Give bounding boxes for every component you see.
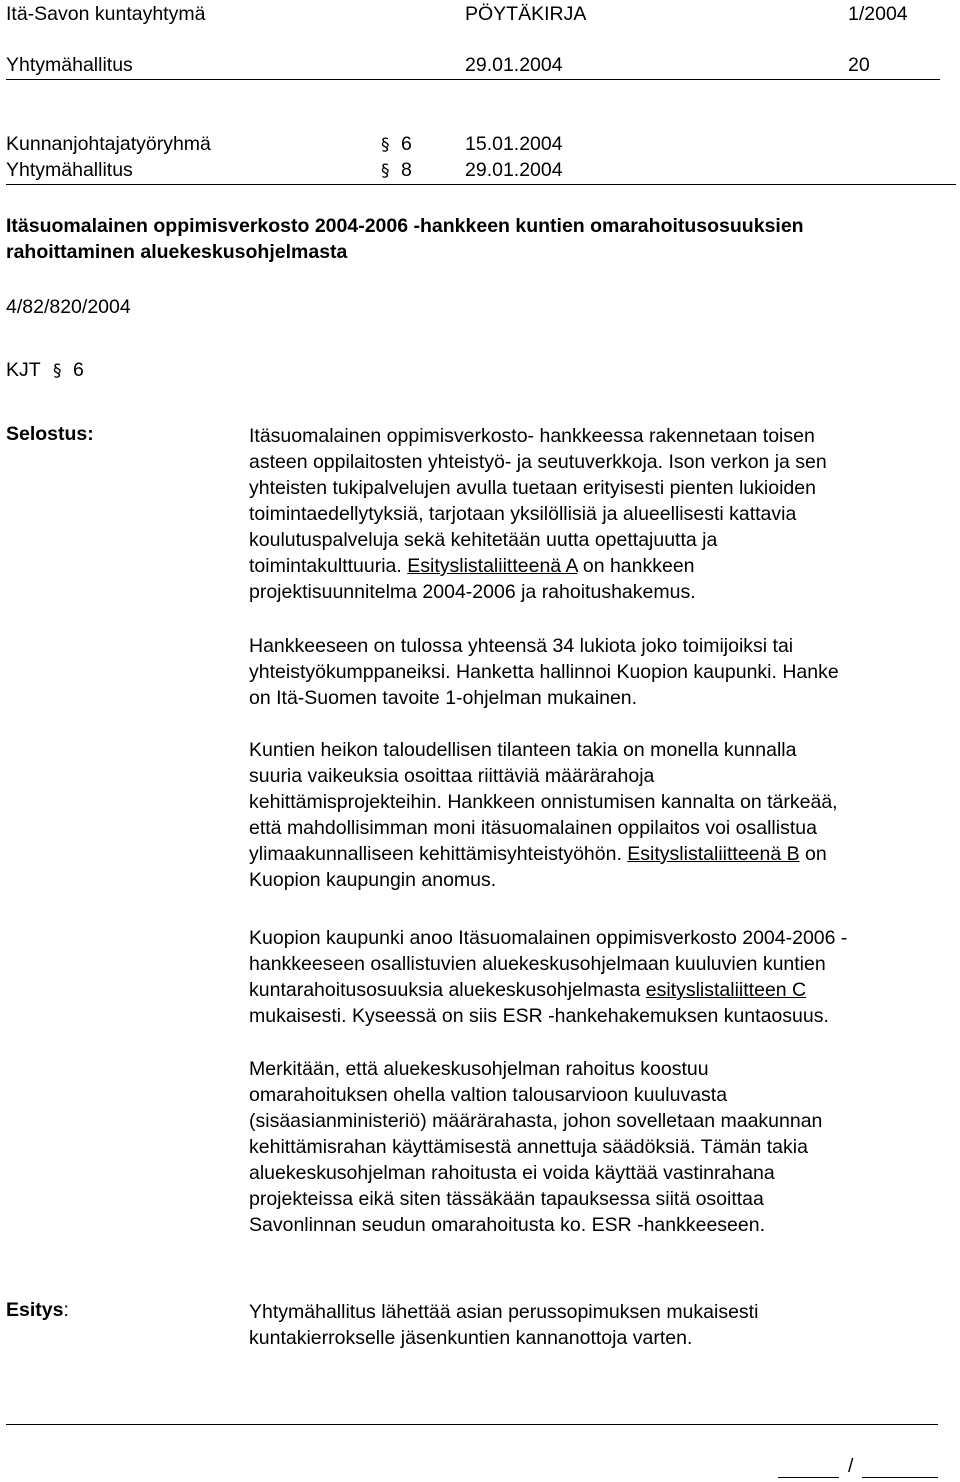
text-line: kehittämisrahan käyttämisestä annettuja säädöksiä. Tämän takia [249, 1136, 808, 1158]
meeting-section: 8 [401, 159, 412, 181]
text-line: että mahdollisimman moni itäsuomalainen oppilaitos voi osallistua [249, 817, 817, 839]
text-line: Kuopion kaupunki anoo Itäsuomalainen oppimisverkosto 2004-2006 - [249, 927, 848, 949]
meeting-name: Yhtymähallitus [6, 159, 133, 181]
text-line: yhteistyökumppaneiksi. Hanketta hallinnoi Kuopion kaupunki. Hanke [249, 661, 839, 683]
meetings-rule [6, 184, 956, 185]
paragraph-4 [249, 925, 954, 1029]
text-line: suuria vaikeuksia osoittaa riittäviä määrärahoja [249, 765, 655, 787]
signature-slash: / [848, 1455, 854, 1477]
reference-number: 4/82/820/2004 [6, 296, 131, 318]
signature-line-right [862, 1477, 938, 1478]
text-line: Itäsuomalainen oppimisverkosto- hankkeessa rakennetaan toisen [249, 425, 815, 447]
text-line: (sisäasianministeriö) määrärahasta, johon sovelletaan maakunnan [249, 1110, 823, 1132]
text-line: Yhtymähallitus lähettää asian perussopimuksen mukaisesti [249, 1301, 759, 1323]
paragraph-5 [249, 1056, 954, 1238]
section-sign: § [381, 161, 390, 181]
text-line: projekteissa eikä siten tässäkään tapauksessa siitä osoittaa [249, 1188, 764, 1210]
text-line: on Itä-Suomen tavoite 1-ohjelman mukainen. [249, 687, 638, 709]
meeting-date: 29.01.2004 [465, 159, 563, 181]
esitys-label: Esitys: [6, 1299, 69, 1321]
meeting-name: Kunnanjohtajatyöryhmä [6, 133, 211, 155]
text-line: Merkitään, että aluekeskusohjelman rahoitus koostuu [249, 1058, 709, 1080]
signature-line-left [778, 1477, 839, 1478]
text-line: kuntarahoitusosuuksia aluekeskusohjelmasta esityslistaliitteen C [249, 979, 807, 1001]
text-line: koulutuspalveluja sekä kehitetään uutta opettajuutta ja [249, 529, 718, 551]
header-body: Yhtymähallitus [6, 54, 133, 76]
section-sign: § [381, 135, 390, 155]
attachment-b-link[interactable]: Esityslistaliitteenä B [627, 843, 800, 865]
text-line: asteen oppilaitosten yhteistyö- ja seutuverkkoja. Ison verkon ja sen [249, 451, 827, 473]
paragraph-2 [249, 633, 954, 711]
kjt-label: KJT [6, 359, 41, 381]
text-line: toimintaedellytyksiä, tarjotaan yksilöllisiä ja alueellisesti kattavia [249, 503, 797, 525]
text-line: Savonlinnan seudun omarahoitusta ko. ESR -hankkeeseen. [249, 1214, 765, 1236]
text-line: projektisuunnitelma 2004-2006 ja rahoitushakemus. [249, 581, 696, 603]
section-sign: § [53, 361, 62, 381]
footer-rule [6, 1424, 938, 1425]
header-page: 20 [848, 54, 870, 76]
selostus-label: Selostus: [6, 423, 94, 445]
text-line: Hankkeeseen on tulossa yhteensä 34 lukiota joko toimijoiksi tai [249, 635, 794, 657]
text-line: hankkeeseen osallistuvien aluekeskusohjelmaan kuuluvien kuntien [249, 953, 826, 975]
attachment-a-link[interactable]: Esityslistaliitteenä A [407, 555, 578, 577]
text-line: Kuopion kaupungin anomus. [249, 869, 497, 891]
text-line: yhteisten tukipalvelujen avulla tuetaan erityisesti pienten lukioiden [249, 477, 816, 499]
meeting-date: 15.01.2004 [465, 133, 563, 155]
text-line: aluekeskusohjelman rahoitusta ei voida käyttää vastinrahana [249, 1162, 775, 1184]
page-title [6, 213, 956, 265]
header-rule [6, 79, 940, 80]
kjt-number: 6 [73, 359, 84, 381]
header-doc-type: PÖYTÄKIRJA [465, 3, 587, 25]
text-line: ylimaakunnalliseen kehittämisyhteistyöhön. Esityslistaliitteenä B on [249, 843, 827, 865]
header-org: Itä-Savon kuntayhtymä [6, 3, 206, 25]
esitys-text [249, 1299, 954, 1351]
attachment-c-link[interactable]: esityslistaliitteen C [645, 979, 807, 1001]
paragraph-3 [249, 737, 954, 893]
header-doc-no: 1/2004 [848, 3, 908, 25]
text-line: toimintakulttuuria. Esityslistaliitteenä A on hankkeen [249, 555, 695, 577]
text-line: kuntakierrokselle jäsenkuntien kannanottoja varten. [249, 1327, 693, 1349]
text-line: mukaisesti. Kyseessä on siis ESR -hankehakemuksen kuntaosuus. [249, 1005, 829, 1027]
text-line: omarahoituksen ohella valtion talousarvioon kuuluvasta [249, 1084, 728, 1106]
meeting-section: 6 [401, 133, 412, 155]
paragraph-1 [249, 423, 954, 605]
title-line: Itäsuomalainen oppimisverkosto 2004-2006 -hankkeen kuntien omarahoitusosuuksien [6, 215, 804, 237]
header-date: 29.01.2004 [465, 54, 563, 76]
text-line: kehittämisprojekteihin. Hankkeen onnistumisen kannalta on tärkeää, [249, 791, 838, 813]
title-line: rahoittaminen aluekeskusohjelmasta [6, 241, 348, 263]
text-line: Kuntien heikon taloudellisen tilanteen takia on monella kunnalla [249, 739, 797, 761]
